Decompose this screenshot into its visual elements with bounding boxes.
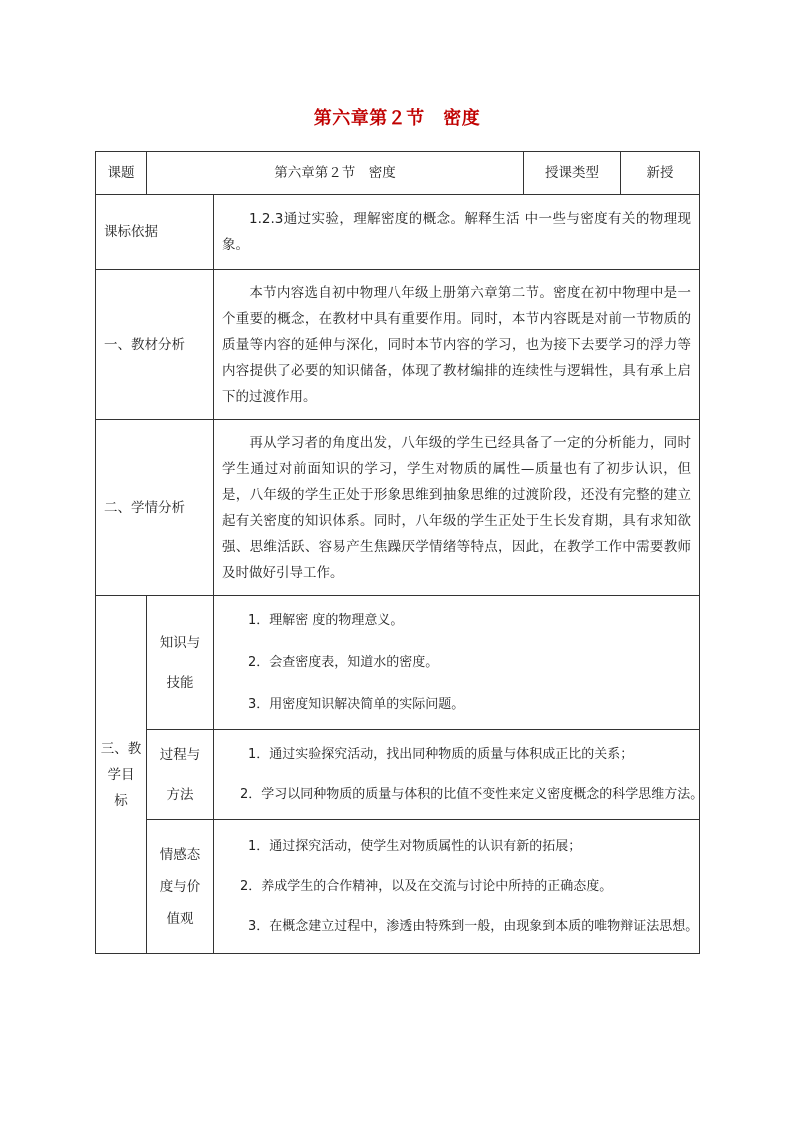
emotion-items xyxy=(214,820,700,954)
knowledge-item: 3．用密度知识解决简单的实际问题。 xyxy=(248,696,465,712)
material-cell xyxy=(214,270,700,420)
objectives-label-line: 标 xyxy=(114,792,128,809)
knowledge-items xyxy=(214,596,700,730)
standard-row xyxy=(96,195,700,270)
learner-label: 二、学情分析 xyxy=(96,420,214,596)
lesson-type-label: 授课类型 xyxy=(524,152,621,195)
objectives-label xyxy=(96,596,147,954)
header-row xyxy=(96,152,700,195)
material-text: 本节内容选自初中物理八年级上册第六章第二节。密度在初中物理中是一个重要的概念，在教材中具有重要作用。同时，本节内容既是对前一节物质的质量等内容的延伸与深化，同时本节内容的学习，也为接下去要学习的浮力等内容提供了必要的知识储备，体现了教材编排的连续性与逻辑性，具有承上启下的过渡作用。 xyxy=(222,284,691,405)
knowledge-label-line: 知识与 xyxy=(159,634,201,651)
learner-text: 再从学习者的角度出发，八年级的学生已经具备了一定的分析能力，同时学生通过对前面知识的学习，学生对物质的属性—质量也有了初步认识，但是，八年级的学生正处于形象思维到抽象思维的过渡阶段，还没有完整的建立起有关密度的知识体系。同时，八年级的学生正处于生长发育期，具有求知欲强、思维活跃、容易产生焦躁厌学情绪等特点，因此，在教学工作中需要教师及时做好引导工作。 xyxy=(222,434,691,581)
process-label-line: 方法 xyxy=(166,786,194,803)
document-title: 第六章第２节 密度 xyxy=(313,108,481,129)
lesson-plan-table xyxy=(95,151,704,954)
objectives-label-line: 三、教 xyxy=(100,740,142,757)
emotion-row xyxy=(96,820,700,954)
standard-text: 1.2.3通过实验，理解密度的概念。解释生活 中一些与密度有关的物理现象。 xyxy=(222,211,691,253)
knowledge-label xyxy=(147,596,214,730)
process-row xyxy=(96,730,700,820)
emotion-label-line: 值观 xyxy=(166,910,194,927)
topic-label: 课题 xyxy=(96,152,147,195)
knowledge-row xyxy=(96,596,700,730)
topic-value: 第六章第２节 密度 xyxy=(147,152,524,195)
learner-cell xyxy=(214,420,700,596)
objectives-label-line: 学目 xyxy=(107,766,135,783)
knowledge-label-line: 技能 xyxy=(166,674,194,691)
material-label: 一、教材分析 xyxy=(96,270,214,420)
lesson-type-value: 新授 xyxy=(621,152,700,195)
emotion-label xyxy=(147,820,214,954)
knowledge-item: 2．会查密度表，知道水的密度。 xyxy=(248,654,439,670)
process-item: 2．学习以同种物质的质量与体积的比值不变性来定义密度概念的科学思维方法。 xyxy=(240,786,704,802)
emotion-label-line: 情感态 xyxy=(159,846,201,863)
emotion-label-line: 度与价 xyxy=(159,878,201,895)
emotion-item: 1．通过探究活动，使学生对物质属性的认识有新的拓展； xyxy=(248,838,582,854)
process-label xyxy=(147,730,214,820)
process-item: 1．通过实验探究活动，找出同种物质的质量与体积成正比的关系； xyxy=(248,746,634,762)
material-row xyxy=(96,270,700,420)
learner-row xyxy=(96,420,700,596)
knowledge-item: 1．理解密 度的物理意义。 xyxy=(248,612,404,628)
emotion-item: 3．在概念建立过程中，渗透由特殊到一般，由现象到本质的唯物辩证法思想。 xyxy=(248,918,699,934)
process-label-line: 过程与 xyxy=(159,746,201,763)
emotion-item: 2．养成学生的合作精神，以及在交流与讨论中所持的正确态度。 xyxy=(240,878,613,894)
process-items xyxy=(214,730,704,820)
standard-label: 课标依据 xyxy=(96,195,214,270)
standard-cell xyxy=(214,195,700,270)
